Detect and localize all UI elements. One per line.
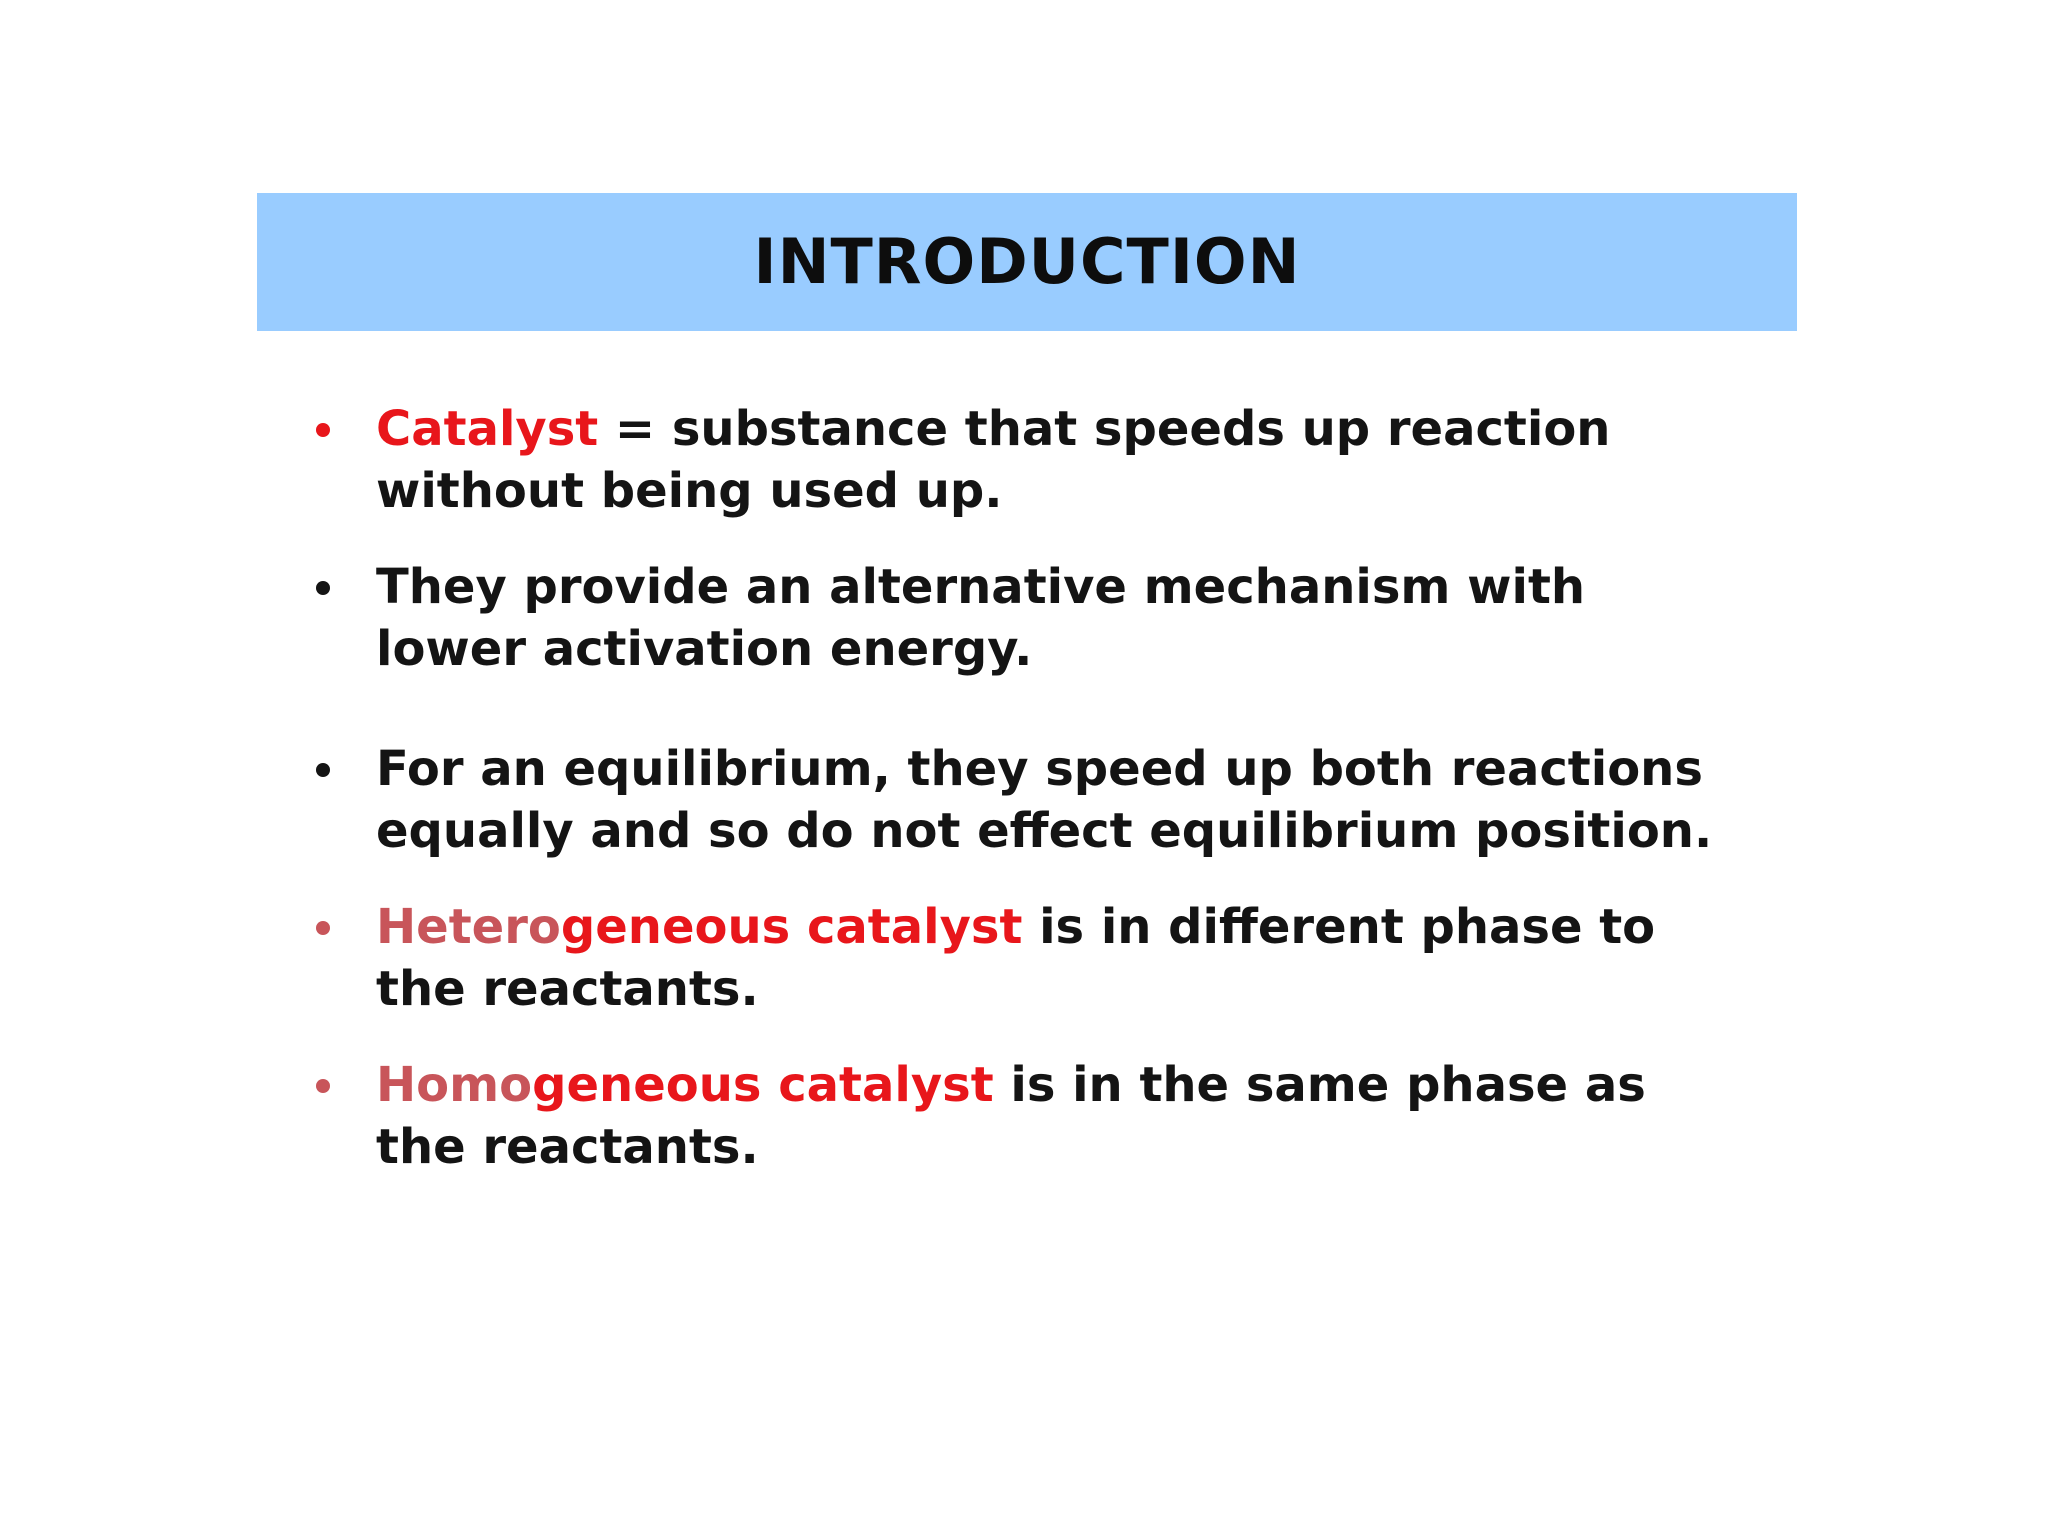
bullet-text: = substance that speeds up reaction without being used up.: [376, 401, 1611, 519]
term-catalyst: Catalyst: [376, 401, 599, 457]
bullet-dot-icon: [316, 581, 330, 595]
bullet-text: is in different phase to the reactants.: [376, 899, 1656, 1017]
bullet-dot-icon: [316, 921, 330, 935]
title-bar: [257, 193, 1797, 331]
term-suffix: geneous catalyst: [560, 899, 1023, 955]
term-suffix: geneous catalyst: [532, 1057, 994, 1113]
bullet-equilibrium: [310, 738, 1750, 862]
bullet-list: [310, 398, 1750, 1212]
bullet-text: is in the same phase as the reactants.: [376, 1057, 1646, 1175]
bullet-homogeneous: [310, 1054, 1750, 1178]
bullet-heterogeneous: [310, 896, 1750, 1020]
bullet-dot-icon: [316, 423, 330, 437]
term-prefix: Hetero: [376, 899, 561, 955]
bullet-mechanism: [310, 556, 1750, 680]
bullet-text: They provide an alternative mechanism with lower activation energy.: [376, 559, 1586, 677]
bullet-dot-icon: [316, 763, 330, 777]
bullet-catalyst-definition: [310, 398, 1750, 522]
bullet-text: For an equilibrium, they speed up both reactions equally and so do not effect equilibrium position.: [376, 741, 1713, 859]
slide-title: INTRODUCTION: [753, 225, 1301, 298]
term-prefix: Homo: [376, 1057, 533, 1113]
bullet-dot-icon: [316, 1079, 330, 1093]
